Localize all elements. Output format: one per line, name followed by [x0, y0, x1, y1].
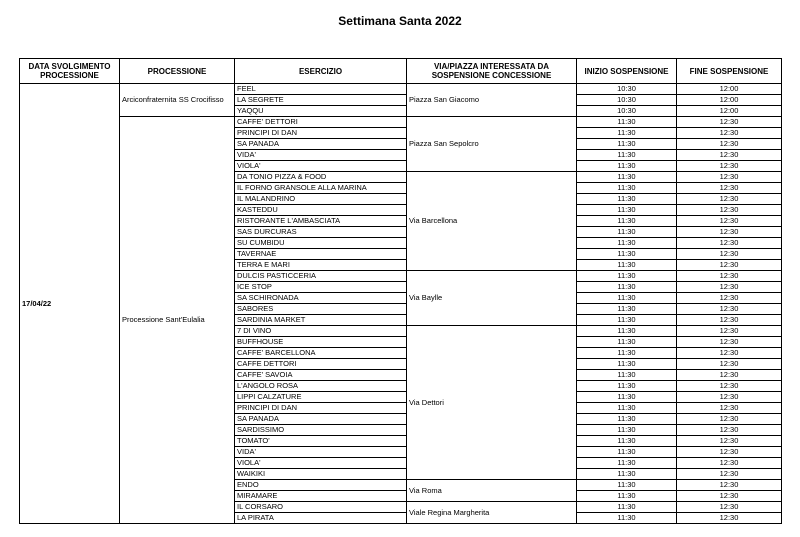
business-cell: CAFFE' SAVOIA: [235, 370, 407, 381]
start-time-cell: 11:30: [577, 293, 677, 304]
start-time-cell: 11:30: [577, 150, 677, 161]
street-cell: Piazza San Giacomo: [407, 84, 577, 117]
business-cell: FEEL: [235, 84, 407, 95]
business-cell: ICE STOP: [235, 282, 407, 293]
end-time-cell: 12:30: [677, 183, 782, 194]
start-time-cell: 11:30: [577, 172, 677, 183]
start-time-cell: 11:30: [577, 491, 677, 502]
start-time-cell: 11:30: [577, 238, 677, 249]
business-cell: IL CORSARO: [235, 502, 407, 513]
business-cell: MIRAMARE: [235, 491, 407, 502]
end-time-cell: 12:30: [677, 469, 782, 480]
start-time-cell: 11:30: [577, 216, 677, 227]
business-cell: TAVERNAE: [235, 249, 407, 260]
header-end: FINE SOSPENSIONE: [677, 59, 782, 84]
end-time-cell: 12:30: [677, 392, 782, 403]
end-time-cell: 12:30: [677, 403, 782, 414]
header-street: VIA/PIAZZA INTERESSATA DA SOSPENSIONE CONCESSIONE: [407, 59, 577, 84]
start-time-cell: 11:30: [577, 458, 677, 469]
street-cell: Via Baylle: [407, 271, 577, 326]
start-time-cell: 11:30: [577, 392, 677, 403]
end-time-cell: 12:30: [677, 117, 782, 128]
end-time-cell: 12:00: [677, 95, 782, 106]
end-time-cell: 12:30: [677, 381, 782, 392]
street-cell: Piazza San Sepolcro: [407, 117, 577, 172]
business-cell: WAIKIKI: [235, 469, 407, 480]
header-start: INIZIO SOSPENSIONE: [577, 59, 677, 84]
end-time-cell: 12:30: [677, 326, 782, 337]
table-row: [20, 84, 782, 95]
street-cell: Via Roma: [407, 480, 577, 502]
start-time-cell: 11:30: [577, 348, 677, 359]
start-time-cell: 11:30: [577, 414, 677, 425]
end-time-cell: 12:30: [677, 337, 782, 348]
end-time-cell: 12:30: [677, 447, 782, 458]
business-cell: VIOLA': [235, 458, 407, 469]
start-time-cell: 11:30: [577, 183, 677, 194]
start-time-cell: 11:30: [577, 436, 677, 447]
business-cell: LA PIRATA: [235, 513, 407, 524]
start-time-cell: 11:30: [577, 161, 677, 172]
end-time-cell: 12:30: [677, 359, 782, 370]
start-time-cell: 11:30: [577, 315, 677, 326]
start-time-cell: 11:30: [577, 304, 677, 315]
end-time-cell: 12:30: [677, 491, 782, 502]
street-cell: Via Barcellona: [407, 172, 577, 271]
business-cell: DULCIS PASTICCERIA: [235, 271, 407, 282]
end-time-cell: 12:30: [677, 139, 782, 150]
business-cell: TOMATO': [235, 436, 407, 447]
start-time-cell: 11:30: [577, 425, 677, 436]
business-cell: CAFFE' DETTORI: [235, 117, 407, 128]
start-time-cell: 11:30: [577, 227, 677, 238]
business-cell: TERRA E MARI: [235, 260, 407, 271]
street-cell: Via Dettori: [407, 326, 577, 480]
start-time-cell: 11:30: [577, 370, 677, 381]
business-cell: IL MALANDRINO: [235, 194, 407, 205]
end-time-cell: 12:30: [677, 227, 782, 238]
end-time-cell: 12:30: [677, 150, 782, 161]
start-time-cell: 11:30: [577, 480, 677, 491]
business-cell: IL FORNO GRANSOLE ALLA MARINA: [235, 183, 407, 194]
street-cell: Viale Regina Margherita: [407, 502, 577, 524]
business-cell: VIOLA': [235, 161, 407, 172]
end-time-cell: 12:30: [677, 304, 782, 315]
end-time-cell: 12:30: [677, 216, 782, 227]
start-time-cell: 11:30: [577, 502, 677, 513]
end-time-cell: 12:30: [677, 249, 782, 260]
end-time-cell: 12:00: [677, 84, 782, 95]
business-cell: L'ANGOLO ROSA: [235, 381, 407, 392]
table-row: [20, 117, 782, 128]
business-cell: SARDISSIMO: [235, 425, 407, 436]
suspension-table: [19, 58, 782, 524]
business-cell: LIPPI CALZATURE: [235, 392, 407, 403]
start-time-cell: 11:30: [577, 403, 677, 414]
start-time-cell: 10:30: [577, 106, 677, 117]
business-cell: DA TONIO PIZZA & FOOD: [235, 172, 407, 183]
end-time-cell: 12:30: [677, 513, 782, 524]
start-time-cell: 11:30: [577, 282, 677, 293]
end-time-cell: 12:30: [677, 238, 782, 249]
end-time-cell: 12:30: [677, 205, 782, 216]
business-cell: YAQQU: [235, 106, 407, 117]
procession-cell: Arciconfraternita SS Crocifisso: [120, 84, 235, 117]
end-time-cell: 12:00: [677, 106, 782, 117]
start-time-cell: 11:30: [577, 128, 677, 139]
business-cell: SARDINIA MARKET: [235, 315, 407, 326]
start-time-cell: 11:30: [577, 359, 677, 370]
start-time-cell: 11:30: [577, 447, 677, 458]
table-header-row: [20, 59, 782, 84]
end-time-cell: 12:30: [677, 315, 782, 326]
end-time-cell: 12:30: [677, 458, 782, 469]
end-time-cell: 12:30: [677, 161, 782, 172]
header-date: DATA SVOLGIMENTO PROCESSIONE: [20, 59, 120, 84]
start-time-cell: 11:30: [577, 513, 677, 524]
end-time-cell: 12:30: [677, 260, 782, 271]
start-time-cell: 11:30: [577, 205, 677, 216]
business-cell: SABORES: [235, 304, 407, 315]
start-time-cell: 11:30: [577, 194, 677, 205]
start-time-cell: 11:30: [577, 381, 677, 392]
start-time-cell: 10:30: [577, 84, 677, 95]
end-time-cell: 12:30: [677, 502, 782, 513]
start-time-cell: 11:30: [577, 469, 677, 480]
end-time-cell: 12:30: [677, 348, 782, 359]
business-cell: BUFFHOUSE: [235, 337, 407, 348]
end-time-cell: 12:30: [677, 172, 782, 183]
business-cell: CAFFE' BARCELLONA: [235, 348, 407, 359]
business-cell: SAS DURCURAS: [235, 227, 407, 238]
start-time-cell: 11:30: [577, 117, 677, 128]
end-time-cell: 12:30: [677, 425, 782, 436]
business-cell: VIDA': [235, 447, 407, 458]
start-time-cell: 11:30: [577, 249, 677, 260]
business-cell: CAFFE DETTORI: [235, 359, 407, 370]
table-body: [20, 84, 782, 524]
business-cell: SA SCHIRONADA: [235, 293, 407, 304]
business-cell: VIDA': [235, 150, 407, 161]
business-cell: SU CUMBIDU: [235, 238, 407, 249]
header-procession: PROCESSIONE: [120, 59, 235, 84]
start-time-cell: 11:30: [577, 326, 677, 337]
end-time-cell: 12:30: [677, 293, 782, 304]
business-cell: SA PANADA: [235, 139, 407, 150]
business-cell: LA SEGRETE: [235, 95, 407, 106]
start-time-cell: 11:30: [577, 271, 677, 282]
end-time-cell: 12:30: [677, 128, 782, 139]
business-cell: PRINCIPI DI DAN: [235, 128, 407, 139]
business-cell: PRINCIPI DI DAN: [235, 403, 407, 414]
start-time-cell: 11:30: [577, 260, 677, 271]
business-cell: RISTORANTE L'AMBASCIATA: [235, 216, 407, 227]
procession-cell: Processione Sant'Eulalia: [120, 117, 235, 524]
business-cell: ENDO: [235, 480, 407, 491]
end-time-cell: 12:30: [677, 271, 782, 282]
business-cell: SA PANADA: [235, 414, 407, 425]
end-time-cell: 12:30: [677, 194, 782, 205]
page-title: Settimana Santa 2022: [338, 14, 462, 28]
business-cell: 7 DI VINO: [235, 326, 407, 337]
header-business: ESERCIZIO: [235, 59, 407, 84]
start-time-cell: 11:30: [577, 139, 677, 150]
end-time-cell: 12:30: [677, 436, 782, 447]
date-cell: 17/04/22: [20, 84, 120, 524]
start-time-cell: 10:30: [577, 95, 677, 106]
business-cell: KASTEDDU: [235, 205, 407, 216]
end-time-cell: 12:30: [677, 414, 782, 425]
start-time-cell: 11:30: [577, 337, 677, 348]
end-time-cell: 12:30: [677, 282, 782, 293]
end-time-cell: 12:30: [677, 370, 782, 381]
end-time-cell: 12:30: [677, 480, 782, 491]
